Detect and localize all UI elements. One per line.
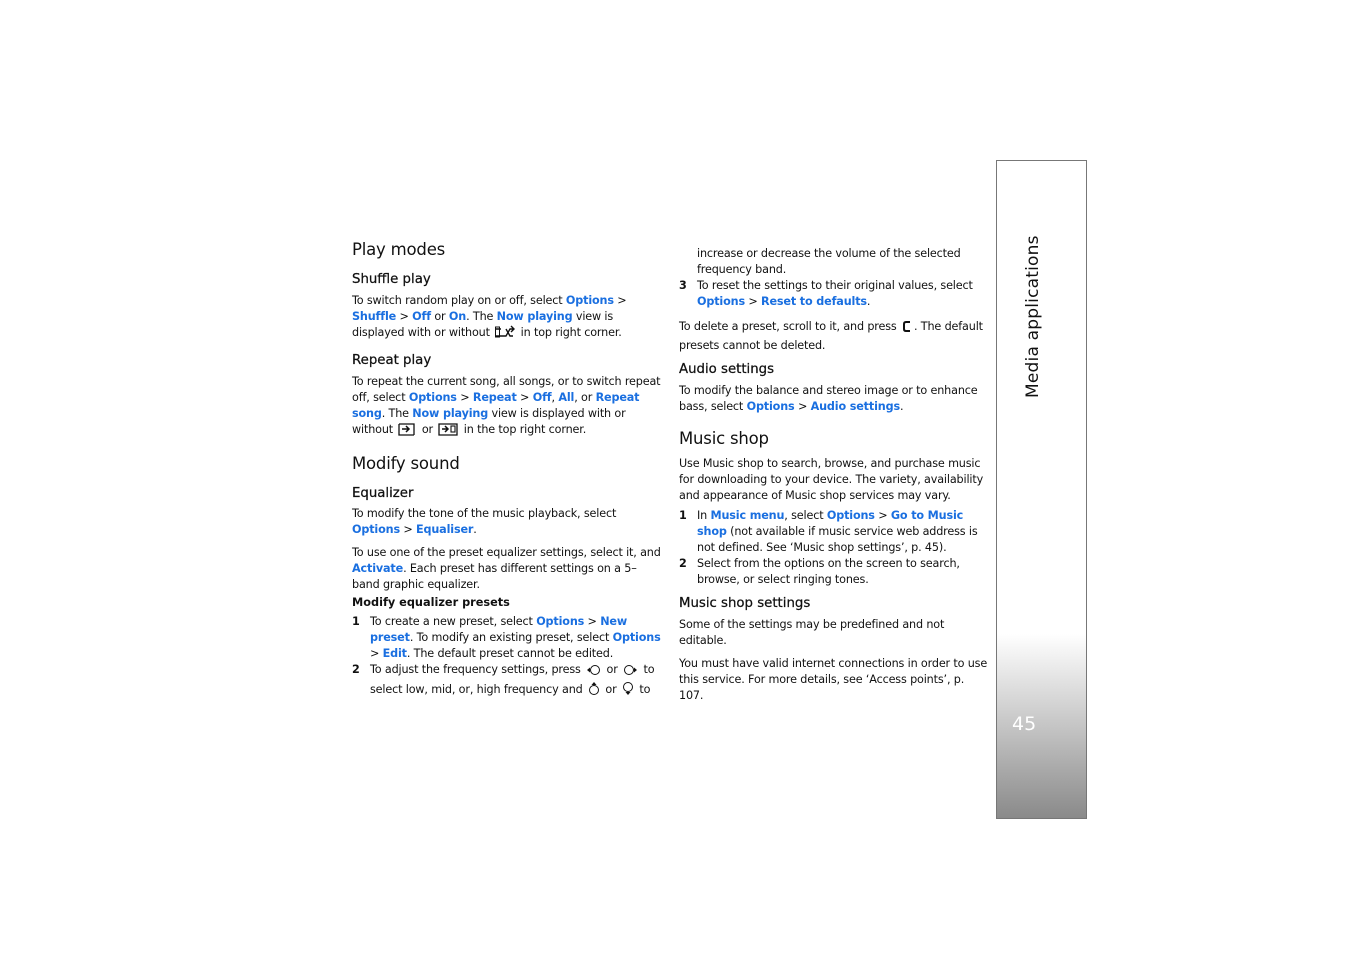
keyword-new-preset: New preset xyxy=(370,615,628,645)
joystick-left-icon xyxy=(586,664,601,681)
keyword-options: Options xyxy=(612,631,661,645)
keyword-go-to-music-shop: Go to Music shop xyxy=(697,508,964,538)
keyword-options: Options xyxy=(697,295,745,308)
music-shop-settings-text-2: You must have valid internet connections in order to use this service. For more details, see ‘Access points’, p. 107. xyxy=(679,656,988,702)
keyword-music-menu: Music menu xyxy=(710,508,785,522)
equalizer-text-2: To use one of the preset equalizer settings, select it, and Activate. Each preset has different settings on a 5–band graphic equalizer. xyxy=(352,546,661,592)
repeat-play-text: To repeat the current song, all songs, or to switch repeat off, select Options > Repeat > Off, All, or Repeat song. The Now playing view is displayed with or without or in the top right corner. xyxy=(352,374,662,441)
play-modes-heading: Play modes xyxy=(352,240,446,259)
music-shop-settings-heading: Music shop settings xyxy=(679,595,811,611)
keyword-audio-settings: Audio settings xyxy=(810,399,900,413)
music-shop-settings-text-1: Some of the settings may be predefined and not editable. xyxy=(679,617,945,647)
music-shop-step-1: 1 In Music menu, select Options > Go to Music shop (not available if music service web address is not defined. See ‘Music shop settings’, p. 45). xyxy=(679,508,978,554)
keyword-edit: Edit xyxy=(382,647,407,661)
keyword-shuffle: Shuffle xyxy=(352,309,397,323)
joystick-down-icon xyxy=(622,681,634,701)
shuffle-play-heading: Shuffle play xyxy=(352,271,431,287)
keyword-now-playing: Now playing xyxy=(496,309,573,323)
keyword-all: All xyxy=(558,390,575,404)
keyword-activate: Activate xyxy=(352,562,404,576)
keyword-options: Options xyxy=(826,508,875,522)
keyword-options: Options xyxy=(352,523,400,537)
keyword-repeat: Repeat xyxy=(472,390,517,404)
keyword-on: On xyxy=(448,309,467,323)
shuffle-icon xyxy=(495,325,515,344)
keyword-off: Off xyxy=(532,390,552,404)
preset-step-2: 2 To adjust the frequency settings, press or to select low, mid, or, high frequency and or to xyxy=(352,662,660,701)
page-number: 45 xyxy=(1012,713,1037,735)
delete-preset-text: To delete a preset, scroll to it, and press . The default presets cannot be deleted. xyxy=(679,320,983,352)
modify-sound-heading: Modify sound xyxy=(352,453,460,473)
modify-presets-heading: Modify equalizer presets xyxy=(352,596,510,610)
section-title: Media applications xyxy=(1023,235,1043,398)
repeat-play-heading: Repeat play xyxy=(352,352,432,368)
equalizer-heading: Equalizer xyxy=(352,485,414,501)
keyword-now-playing: Now playing xyxy=(412,406,489,420)
left-column xyxy=(352,240,662,701)
audio-settings-text: To modify the balance and stereo image or to enhance bass, select Options > Audio settings. xyxy=(679,383,978,413)
repeat-one-icon xyxy=(398,422,416,441)
repeat-all-icon xyxy=(438,422,458,441)
keyword-options: Options xyxy=(536,615,585,629)
keyword-options: Options xyxy=(408,390,457,404)
keyword-reset-to-defaults: Reset to defaults xyxy=(761,295,867,308)
joystick-up-icon xyxy=(588,681,600,701)
equalizer-text-1: To modify the tone of the music playback, select Options > Equaliser. xyxy=(352,507,617,537)
keyword-options: Options xyxy=(565,293,614,307)
music-shop-step-2: 2 Select from the options on the screen to search, browse, or select ringing tones. xyxy=(679,556,960,586)
keyword-off: Off xyxy=(412,309,431,323)
right-column xyxy=(679,246,989,704)
music-shop-intro: Use Music shop to search, browse, and purchase music for downloading to your device. The variety, availability and appearance of Music shop services may vary. xyxy=(679,456,984,502)
keyword-repeat-song: Repeat song xyxy=(352,390,640,420)
joystick-right-icon xyxy=(623,664,638,681)
preset-step-2-part1: to xyxy=(635,683,651,697)
preset-step-3: 3 To reset the settings to their original values, select Options > Reset to defaults. xyxy=(679,279,973,308)
keyword-equaliser: Equaliser xyxy=(416,523,474,537)
clear-key-icon xyxy=(902,320,912,338)
shuffle-play-text: To switch random play on or off, select Options > Shuffle > Off or On. The Now playing view is displayed with or without in top right corner. xyxy=(352,293,662,344)
keyword-options: Options xyxy=(746,399,795,413)
audio-settings-heading: Audio settings xyxy=(679,362,775,377)
preset-step-2-continued-text: increase or decrease the volume of the selected frequency band. xyxy=(697,247,961,276)
preset-step-2-continued xyxy=(679,246,989,278)
preset-step-1: 1 To create a new preset, select Options > New preset. To modify an existing preset, select Options > Edit. The default preset cannot be edited. xyxy=(352,615,661,661)
music-shop-heading: Music shop xyxy=(679,428,769,448)
